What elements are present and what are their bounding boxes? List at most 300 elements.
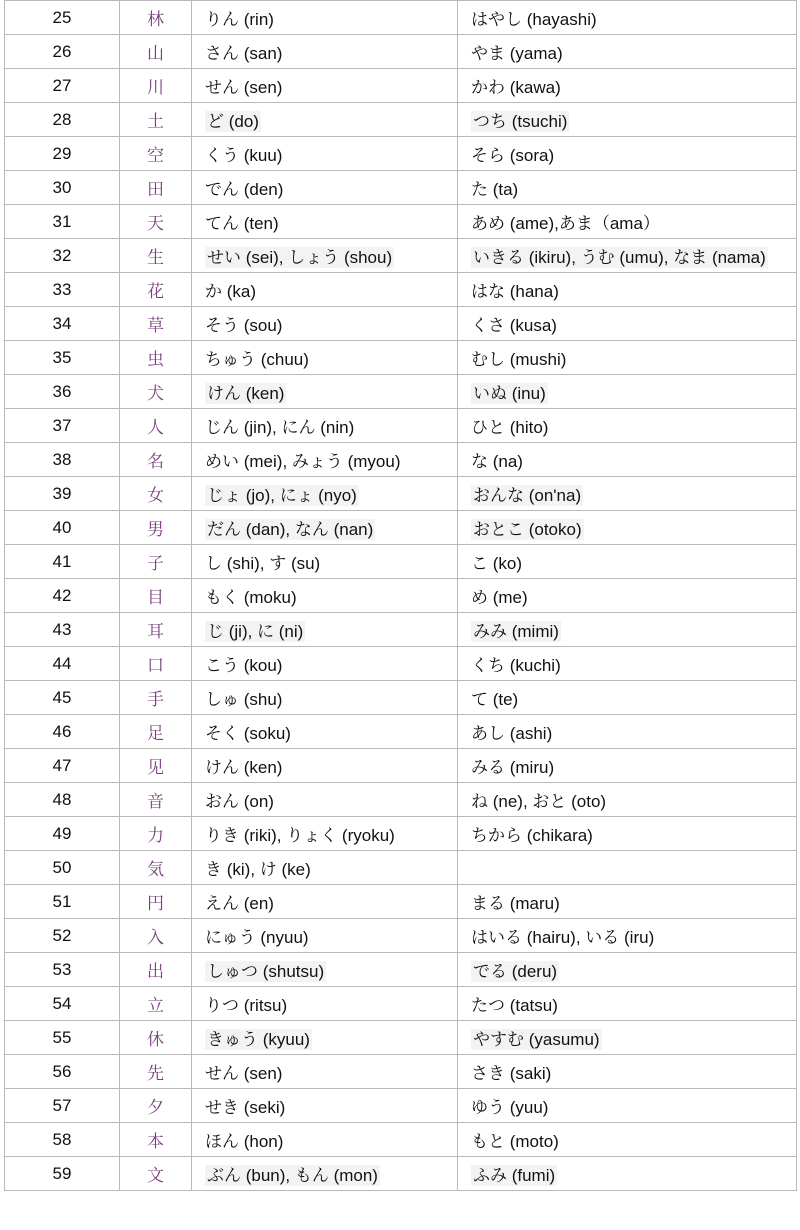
kun-reading-cell [458, 273, 797, 307]
row-number: 28 [52, 109, 72, 129]
row-number-cell [5, 137, 120, 171]
kanji-character: 耳 [147, 622, 164, 642]
kun-reading: いぬ (inu) [473, 384, 546, 403]
row-number: 39 [52, 483, 72, 503]
kun-reading-cell [458, 681, 797, 715]
kun-reading: おとこ (otoko) [473, 520, 582, 539]
on-reading-cell [192, 1123, 458, 1157]
on-reading: じ (ji), に (ni) [207, 622, 304, 641]
on-reading: りつ (ritsu) [205, 996, 288, 1015]
row-number: 37 [52, 415, 72, 435]
kanji-character: 田 [147, 180, 164, 200]
on-reading: そく (soku) [205, 724, 291, 743]
table-row [5, 239, 797, 273]
on-reading: ぶん (bun), もん (mon) [207, 1166, 378, 1185]
kanji-character: 子 [147, 554, 164, 574]
on-reading-cell [192, 205, 458, 239]
on-reading-cell [192, 103, 458, 137]
kanji-character: 夕 [147, 1098, 164, 1118]
on-reading-cell [192, 851, 458, 885]
kun-reading: あし (ashi) [471, 724, 553, 743]
table-row [5, 613, 797, 647]
row-number-cell [5, 1, 120, 35]
kanji-character-cell [120, 409, 192, 443]
row-number: 34 [52, 313, 72, 333]
table-row [5, 1055, 797, 1089]
kanji-character-cell [120, 987, 192, 1021]
kun-reading-cell [458, 715, 797, 749]
on-reading-cell [192, 919, 458, 953]
kun-reading-cell [458, 987, 797, 1021]
kanji-character: 先 [147, 1064, 164, 1084]
row-number-cell [5, 35, 120, 69]
kanji-character: 円 [147, 894, 164, 914]
kun-reading: かわ (kawa) [471, 78, 561, 97]
table-row [5, 919, 797, 953]
kanji-character: 立 [147, 996, 164, 1016]
row-number: 42 [52, 585, 72, 605]
on-reading: か (ka) [205, 282, 256, 301]
on-reading: おん (on) [205, 792, 274, 811]
on-reading: そう (sou) [205, 316, 283, 335]
row-number: 36 [52, 381, 72, 401]
row-number: 33 [52, 279, 72, 299]
kun-reading: もと (moto) [471, 1132, 559, 1151]
row-number: 45 [52, 687, 72, 707]
row-number-cell [5, 851, 120, 885]
row-number-cell [5, 681, 120, 715]
kanji-character: 手 [147, 690, 164, 710]
table-row [5, 1123, 797, 1157]
kun-reading-cell [458, 817, 797, 851]
table-row [5, 1157, 797, 1191]
on-reading-cell [192, 69, 458, 103]
kanji-character-cell [120, 953, 192, 987]
kun-reading: くち (kuchi) [471, 656, 561, 675]
row-number-cell [5, 409, 120, 443]
table-row [5, 987, 797, 1021]
row-number: 48 [52, 789, 72, 809]
kanji-character-cell [120, 239, 192, 273]
row-number: 47 [52, 755, 72, 775]
row-number: 52 [52, 925, 72, 945]
row-number-cell [5, 953, 120, 987]
kanji-character-cell [120, 1123, 192, 1157]
table-row [5, 69, 797, 103]
kun-reading: はいる (hairu), いる (iru) [471, 928, 655, 947]
on-reading-cell [192, 1, 458, 35]
on-reading-cell [192, 273, 458, 307]
on-reading: ほん (hon) [205, 1132, 284, 1151]
kanji-character: 目 [147, 588, 164, 608]
row-number-cell [5, 239, 120, 273]
kun-reading-cell [458, 477, 797, 511]
on-reading-cell [192, 477, 458, 511]
kanji-character: 虫 [147, 350, 164, 370]
table-body [5, 1, 797, 1191]
kun-reading-cell [458, 35, 797, 69]
on-reading: きゅう (kyuu) [207, 1030, 310, 1049]
row-number-cell [5, 443, 120, 477]
kun-reading: ね (ne), おと (oto) [471, 792, 607, 811]
table-row [5, 1089, 797, 1123]
kanji-character: 林 [147, 10, 164, 30]
row-number-cell [5, 545, 120, 579]
on-reading: せい (sei), しょう (shou) [207, 248, 393, 267]
kanji-character: 出 [147, 962, 164, 982]
kun-reading-cell [458, 1157, 797, 1191]
on-reading: でん (den) [205, 180, 284, 199]
kun-reading-cell [458, 1055, 797, 1089]
kun-reading-cell [458, 69, 797, 103]
kun-reading-cell [458, 307, 797, 341]
kun-reading-cell [458, 749, 797, 783]
kun-reading-cell [458, 103, 797, 137]
on-reading-cell [192, 613, 458, 647]
on-reading: じょ (jo), にょ (nyo) [207, 486, 357, 505]
on-reading: だん (dan), なん (nan) [207, 520, 374, 539]
row-number: 31 [52, 211, 72, 231]
kun-reading-cell [458, 953, 797, 987]
table-row [5, 35, 797, 69]
row-number-cell [5, 205, 120, 239]
table-row [5, 103, 797, 137]
kun-reading: みる (miru) [471, 758, 555, 777]
kanji-character: 土 [147, 112, 164, 132]
row-number-cell [5, 919, 120, 953]
kanji-character: 足 [147, 724, 164, 744]
kanji-character: 男 [147, 520, 164, 540]
on-reading-cell [192, 409, 458, 443]
on-reading: せん (sen) [205, 1064, 283, 1083]
row-number-cell [5, 375, 120, 409]
kun-reading: な (na) [471, 452, 523, 471]
kun-reading: みみ (mimi) [473, 622, 559, 641]
row-number: 49 [52, 823, 72, 843]
on-reading: もく (moku) [205, 588, 297, 607]
row-number-cell [5, 1089, 120, 1123]
kanji-character: 入 [147, 928, 164, 948]
table-row [5, 409, 797, 443]
on-reading: りん (rin) [205, 10, 274, 29]
kanji-character: 気 [147, 860, 164, 880]
on-reading-cell [192, 137, 458, 171]
kun-reading-cell [458, 783, 797, 817]
on-reading-cell [192, 511, 458, 545]
on-reading-cell [192, 375, 458, 409]
on-reading-cell [192, 341, 458, 375]
on-reading: てん (ten) [205, 214, 279, 233]
kun-reading-cell [458, 511, 797, 545]
kanji-character-cell [120, 69, 192, 103]
row-number-cell [5, 817, 120, 851]
kun-reading-cell [458, 579, 797, 613]
kanji-character: 休 [147, 1030, 164, 1050]
kanji-character-cell [120, 647, 192, 681]
kanji-character-cell [120, 885, 192, 919]
kanji-character: 犬 [147, 384, 164, 404]
on-reading-cell [192, 715, 458, 749]
kanji-character: 天 [147, 214, 164, 234]
kun-reading: くさ (kusa) [471, 316, 557, 335]
row-number: 35 [52, 347, 72, 367]
on-reading: せん (sen) [205, 78, 283, 97]
on-reading-cell [192, 885, 458, 919]
table-row [5, 443, 797, 477]
row-number: 53 [52, 959, 72, 979]
kanji-character: 女 [147, 486, 164, 506]
on-reading: じん (jin), にん (nin) [205, 418, 355, 437]
table-row [5, 375, 797, 409]
on-reading-cell [192, 647, 458, 681]
table-row [5, 715, 797, 749]
kanji-character: 文 [147, 1166, 164, 1186]
on-reading-cell [192, 1157, 458, 1191]
on-reading-cell [192, 817, 458, 851]
on-reading: ちゅう (chuu) [205, 350, 309, 369]
on-reading: しゅ (shu) [205, 690, 283, 709]
kun-reading-cell [458, 171, 797, 205]
row-number-cell [5, 749, 120, 783]
kanji-character-cell [120, 1089, 192, 1123]
row-number: 38 [52, 449, 72, 469]
kun-reading: はやし (hayashi) [471, 10, 597, 29]
row-number: 50 [52, 857, 72, 877]
row-number-cell [5, 885, 120, 919]
row-number: 30 [52, 177, 72, 197]
kun-reading-cell [458, 1021, 797, 1055]
kanji-character-cell [120, 375, 192, 409]
kun-reading-cell [458, 545, 797, 579]
kanji-character-cell [120, 817, 192, 851]
row-number-cell [5, 477, 120, 511]
kun-reading: ちから (chikara) [471, 826, 593, 845]
kanji-character-cell [120, 919, 192, 953]
kanji-character: 空 [147, 146, 164, 166]
table-row [5, 545, 797, 579]
kanji-character-cell [120, 273, 192, 307]
table-row [5, 171, 797, 205]
row-number: 32 [52, 245, 72, 265]
row-number-cell [5, 1157, 120, 1191]
on-reading-cell [192, 749, 458, 783]
kanji-character: 山 [147, 44, 164, 64]
table-row [5, 1, 797, 35]
kun-reading: やすむ (yasumu) [473, 1030, 600, 1049]
kun-reading: ふみ (fumi) [473, 1166, 556, 1185]
table-row [5, 817, 797, 851]
kanji-character-cell [120, 545, 192, 579]
kanji-character: 川 [147, 78, 164, 98]
row-number-cell [5, 1021, 120, 1055]
kun-reading-cell [458, 409, 797, 443]
kanji-character-cell [120, 715, 192, 749]
kanji-character-cell [120, 171, 192, 205]
row-number-cell [5, 647, 120, 681]
on-reading-cell [192, 681, 458, 715]
kanji-character: 本 [147, 1132, 164, 1152]
kun-reading: ゆう (yuu) [471, 1098, 549, 1117]
kanji-character-cell [120, 1055, 192, 1089]
kun-reading: たつ (tatsu) [471, 996, 558, 1015]
table-row [5, 579, 797, 613]
row-number: 25 [52, 7, 72, 27]
table-row [5, 273, 797, 307]
on-reading: き (ki), け (ke) [205, 860, 311, 879]
row-number: 41 [52, 551, 72, 571]
row-number: 56 [52, 1061, 72, 1081]
kun-reading-cell [458, 239, 797, 273]
table-row [5, 681, 797, 715]
kun-reading-cell [458, 341, 797, 375]
kun-reading: て (te) [471, 690, 519, 709]
kanji-reading-table [4, 0, 797, 1191]
row-number: 44 [52, 653, 72, 673]
on-reading: し (shi), す (su) [205, 554, 321, 573]
on-reading: りき (riki), りょく (ryoku) [205, 826, 395, 845]
on-reading: こう (kou) [205, 656, 283, 675]
kun-reading-cell [458, 205, 797, 239]
row-number-cell [5, 987, 120, 1021]
row-number: 27 [52, 75, 72, 95]
kun-reading-cell [458, 1089, 797, 1123]
on-reading-cell [192, 987, 458, 1021]
kanji-character: 力 [147, 826, 164, 846]
row-number: 58 [52, 1129, 72, 1149]
kun-reading: ひと (hito) [471, 418, 549, 437]
kanji-character-cell [120, 341, 192, 375]
row-number: 51 [52, 891, 72, 911]
kanji-character-cell [120, 137, 192, 171]
on-reading: くう (kuu) [205, 146, 283, 165]
row-number-cell [5, 1123, 120, 1157]
on-reading-cell [192, 783, 458, 817]
kanji-character: 人 [147, 418, 164, 438]
table-row [5, 1021, 797, 1055]
on-reading-cell [192, 171, 458, 205]
kun-reading: おんな (on'na) [473, 486, 582, 505]
table-row [5, 647, 797, 681]
kanji-character-cell [120, 103, 192, 137]
on-reading-cell [192, 307, 458, 341]
kanji-character-cell [120, 613, 192, 647]
row-number-cell [5, 341, 120, 375]
on-reading: しゅつ (shutsu) [207, 962, 325, 981]
on-reading-cell [192, 1021, 458, 1055]
table-row [5, 885, 797, 919]
on-reading: けん (ken) [207, 384, 285, 403]
row-number: 40 [52, 517, 72, 537]
row-number-cell [5, 171, 120, 205]
kanji-character-cell [120, 851, 192, 885]
row-number-cell [5, 715, 120, 749]
row-number: 26 [52, 41, 72, 61]
kanji-character-cell [120, 35, 192, 69]
kun-reading: あめ (ame),あま（ama） [471, 214, 660, 233]
kanji-character: 音 [147, 792, 164, 812]
row-number-cell [5, 579, 120, 613]
row-number-cell [5, 783, 120, 817]
row-number: 57 [52, 1095, 72, 1115]
kun-reading-cell [458, 919, 797, 953]
on-reading-cell [192, 545, 458, 579]
kanji-character: 花 [147, 282, 164, 302]
kanji-character-cell [120, 1021, 192, 1055]
on-reading-cell [192, 953, 458, 987]
row-number: 46 [52, 721, 72, 741]
on-reading-cell [192, 443, 458, 477]
table-row [5, 477, 797, 511]
table-row [5, 511, 797, 545]
on-reading-cell [192, 35, 458, 69]
kun-reading: そら (sora) [471, 146, 555, 165]
row-number-cell [5, 273, 120, 307]
row-number: 55 [52, 1027, 72, 1047]
kanji-character-cell [120, 205, 192, 239]
on-reading: せき (seki) [205, 1098, 286, 1117]
on-reading: けん (ken) [205, 758, 283, 777]
on-reading: えん (en) [205, 894, 274, 913]
table-row [5, 307, 797, 341]
kun-reading: はな (hana) [471, 282, 559, 301]
kun-reading-cell [458, 647, 797, 681]
table-row [5, 137, 797, 171]
kun-reading: むし (mushi) [471, 350, 567, 369]
kun-reading: まる (maru) [471, 894, 560, 913]
row-number: 54 [52, 993, 72, 1013]
row-number-cell [5, 613, 120, 647]
kun-reading-cell [458, 851, 797, 885]
row-number-cell [5, 511, 120, 545]
row-number-cell [5, 69, 120, 103]
kanji-character-cell [120, 783, 192, 817]
kanji-character: 生 [147, 248, 164, 268]
on-reading: にゅう (nyuu) [205, 928, 309, 947]
kun-reading: つち (tsuchi) [473, 112, 568, 131]
kanji-character: 口 [147, 656, 164, 676]
on-reading-cell [192, 1089, 458, 1123]
table-row [5, 783, 797, 817]
on-reading: めい (mei), みょう (myou) [205, 452, 401, 471]
kanji-character: 草 [147, 316, 164, 336]
table-row [5, 205, 797, 239]
kun-reading-cell [458, 1, 797, 35]
kun-reading-cell [458, 885, 797, 919]
kanji-character-cell [120, 307, 192, 341]
row-number-cell [5, 103, 120, 137]
kanji-character-cell [120, 443, 192, 477]
row-number: 59 [52, 1163, 72, 1183]
kun-reading-cell [458, 613, 797, 647]
row-number: 43 [52, 619, 72, 639]
table-row [5, 341, 797, 375]
kun-reading: いきる (ikiru), うむ (umu), なま (nama) [473, 248, 766, 267]
kun-reading: やま (yama) [471, 44, 563, 63]
kanji-character: 名 [147, 452, 164, 472]
kanji-character: 见 [147, 758, 164, 778]
kanji-character-cell [120, 579, 192, 613]
kanji-character-cell [120, 1, 192, 35]
on-reading: ど (do) [207, 112, 259, 131]
kun-reading-cell [458, 1123, 797, 1157]
kanji-character-cell [120, 749, 192, 783]
kun-reading-cell [458, 375, 797, 409]
kanji-character-cell [120, 681, 192, 715]
kun-reading-cell [458, 443, 797, 477]
kun-reading: た (ta) [471, 180, 519, 199]
kanji-character-cell [120, 1157, 192, 1191]
table-row [5, 953, 797, 987]
